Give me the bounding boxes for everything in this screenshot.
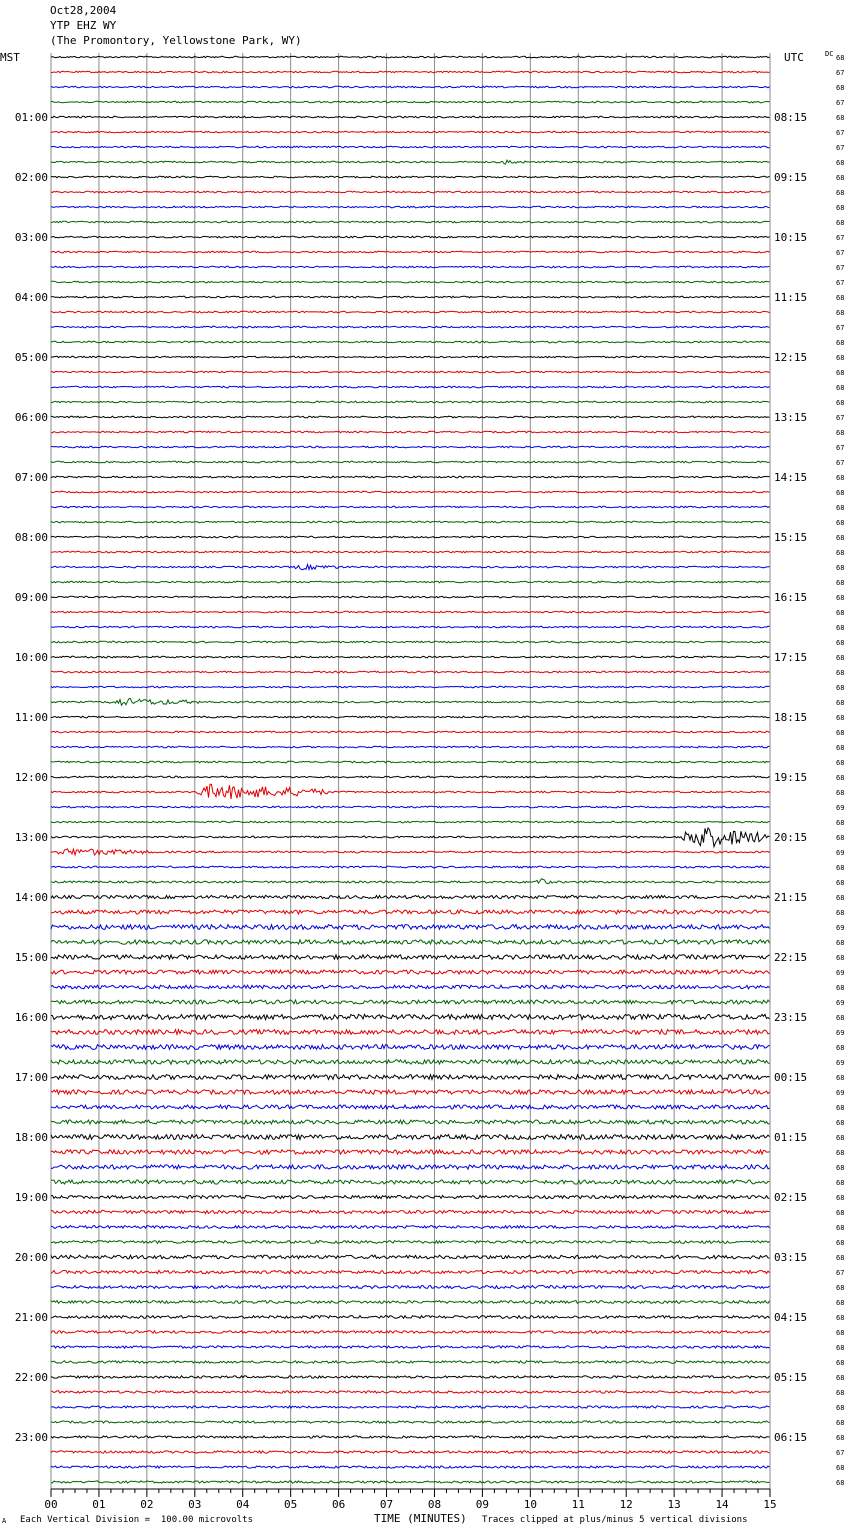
seismic-trace (51, 101, 770, 103)
seismic-trace (51, 1451, 770, 1453)
dc-offset-label: 68 (836, 339, 845, 347)
left-hour-label: 12:00 (14, 771, 48, 784)
dc-offset-label: 68 (836, 609, 845, 617)
left-hour-label: 17:00 (14, 1071, 48, 1084)
dc-offset-label: 67 (836, 144, 845, 152)
seismic-trace (51, 401, 770, 403)
dc-offset-label: 68 (836, 519, 845, 527)
dc-offset-label: 68 (836, 549, 845, 557)
dc-offset-label: 69 (836, 924, 845, 932)
seismic-trace (51, 71, 770, 73)
dc-offset-label: 68 (836, 1209, 845, 1217)
x-axis-title: TIME (MINUTES) (374, 1512, 467, 1525)
right-hour-label: 00:15 (774, 1071, 808, 1084)
dc-offset-label: 68 (836, 1479, 845, 1487)
seismic-trace (51, 1376, 770, 1378)
seismic-trace (51, 1210, 770, 1213)
dc-offset-label: 68 (836, 579, 845, 587)
left-hour-label: 15:00 (14, 951, 48, 964)
seismic-trace (51, 1000, 770, 1004)
seismic-trace (51, 581, 770, 583)
dc-offset-label: 68 (836, 54, 845, 62)
dc-offset-label: 67 (836, 129, 845, 137)
left-hour-label: 05:00 (14, 351, 48, 364)
seismic-trace (51, 1481, 770, 1483)
left-hour-label: 13:00 (14, 831, 48, 844)
left-hour-label: 03:00 (14, 231, 48, 244)
seismic-trace (51, 476, 770, 478)
seismic-trace (51, 828, 770, 847)
seismic-trace (51, 1014, 770, 1019)
dc-offset-label: 68 (836, 639, 845, 647)
left-hour-label: 10:00 (14, 651, 48, 664)
dc-offset-label: 68 (836, 114, 845, 122)
minute-gridlines (51, 53, 770, 1497)
x-tick-label: 14 (715, 1498, 729, 1511)
seismic-trace (51, 506, 770, 508)
dc-offset-label: 68 (836, 504, 845, 512)
dc-offset-label: 68 (836, 699, 845, 707)
seismic-trace (51, 731, 770, 733)
dc-offset-label: 68 (836, 894, 845, 902)
dc-offset-label: 69 (836, 969, 845, 977)
seismic-trace (51, 191, 770, 193)
left-hour-label: 21:00 (14, 1311, 48, 1324)
right-hour-label: 20:15 (774, 831, 808, 844)
seismic-trace (51, 341, 770, 343)
seismic-trace (51, 879, 770, 884)
dc-offset-label: 68 (836, 1044, 845, 1052)
dc-offset-label: 68 (836, 1374, 845, 1382)
dc-offset-label: 69 (836, 999, 845, 1007)
seismic-trace (51, 866, 770, 868)
axis-labels (0, 50, 844, 1511)
seismic-trace (51, 806, 770, 808)
seismic-trace (51, 1226, 770, 1229)
dc-offset-label: 68 (836, 204, 845, 212)
seismic-trace (51, 1255, 770, 1259)
dc-offset-label: 68 (836, 564, 845, 572)
clip-note: Traces clipped at plus/minus 5 vertical divisions (482, 1515, 748, 1525)
seismic-trace (51, 1165, 770, 1169)
dc-offset-label: 68 (836, 399, 845, 407)
seismic-trace (51, 776, 770, 778)
left-hour-label: 18:00 (14, 1131, 48, 1144)
seismic-traces (51, 56, 770, 1483)
dc-offset-label: 68 (836, 1284, 845, 1292)
dc-offset-label: 68 (836, 429, 845, 437)
seismic-trace (51, 1331, 770, 1334)
x-tick-label: 15 (763, 1498, 777, 1511)
seismic-trace (51, 761, 770, 763)
seismic-trace (51, 371, 770, 373)
dc-offset-label: 68 (836, 624, 845, 632)
right-hour-label: 18:15 (774, 711, 808, 724)
dc-offset-label: 68 (836, 534, 845, 542)
seismic-trace (51, 686, 770, 688)
dc-offset-label: 69 (836, 1029, 845, 1037)
left-hour-label: 04:00 (14, 291, 48, 304)
dc-offset-label: 68 (836, 819, 845, 827)
dc-offset-label: 69 (836, 804, 845, 812)
seismic-trace (51, 940, 770, 944)
dc-offset-label: 68 (836, 1419, 845, 1427)
seismic-trace (51, 1060, 770, 1064)
x-tick-label: 09 (475, 1498, 490, 1511)
left-hour-label: 22:00 (14, 1371, 48, 1384)
dc-offset-label: 67 (836, 414, 845, 422)
dc-offset-label: 68 (836, 1344, 845, 1352)
seismic-trace (51, 1045, 770, 1050)
x-tick-label: 00 (44, 1498, 58, 1511)
seismic-trace (51, 536, 770, 538)
dc-offset-label: 68 (836, 984, 845, 992)
dc-offset-label: 68 (836, 369, 845, 377)
seismic-trace (51, 656, 770, 658)
seismic-trace (51, 251, 770, 253)
dc-offset-label: 68 (836, 1194, 845, 1202)
dc-offset-label: 68 (836, 489, 845, 497)
seismic-trace (51, 671, 770, 673)
dc-offset-label: 68 (836, 1314, 845, 1322)
seismic-trace (51, 910, 770, 914)
seismic-trace (51, 1075, 770, 1080)
station-code: YTP EHZ WY (50, 19, 117, 32)
dc-offset-label: 68 (836, 1239, 845, 1247)
seismic-trace (51, 1270, 770, 1273)
dc-offset-label: 68 (836, 1464, 845, 1472)
seismic-trace (51, 160, 770, 164)
dc-offset-label: 67 (836, 264, 845, 272)
right-hour-label: 10:15 (774, 231, 808, 244)
dc-offset-label: 68 (836, 384, 845, 392)
dc-offset-label: 68 (836, 954, 845, 962)
right-hour-label: 02:15 (774, 1191, 808, 1204)
seismic-trace (51, 116, 770, 118)
dc-offset-label: 69 (836, 849, 845, 857)
seismic-trace (51, 596, 770, 598)
dc-offset-label: 68 (836, 729, 845, 737)
right-hour-label: 03:15 (774, 1251, 808, 1264)
right-hour-label: 08:15 (774, 111, 808, 124)
dc-offset-label: 68 (836, 1254, 845, 1262)
dc-offset-label: 68 (836, 714, 845, 722)
seismic-trace (51, 431, 770, 433)
dc-offset-label: 68 (836, 684, 845, 692)
seismic-trace (51, 1195, 770, 1198)
x-tick-label: 04 (236, 1498, 250, 1511)
dc-offset-label: 68 (836, 1434, 845, 1442)
right-hour-label: 17:15 (774, 651, 808, 664)
seismic-trace (51, 784, 770, 799)
seismic-trace (51, 626, 770, 628)
scale-note: Each Vertical Division = 100.00 microvolts (20, 1515, 253, 1525)
dc-offset-label: 68 (836, 294, 845, 302)
seismic-trace (51, 221, 770, 223)
left-hour-label: 19:00 (14, 1191, 48, 1204)
seismic-trace (51, 386, 770, 388)
dc-offset-label: 69 (836, 1059, 845, 1067)
dc-offset-label: 68 (836, 774, 845, 782)
x-tick-label: 02 (140, 1498, 154, 1511)
seismic-trace (51, 970, 770, 974)
seismic-trace (51, 985, 770, 989)
dc-offset-label: 68 (836, 474, 845, 482)
left-axis-label: MST (0, 51, 20, 64)
x-tick-label: 03 (188, 1498, 202, 1511)
x-tick-label: 08 (427, 1498, 442, 1511)
dc-offset-label: 67 (836, 69, 845, 77)
dc-offset-label: 68 (836, 1014, 845, 1022)
seismic-trace (51, 1241, 770, 1244)
seismic-trace (51, 311, 770, 313)
right-hour-label: 19:15 (774, 771, 808, 784)
left-hour-label: 06:00 (14, 411, 48, 424)
seismic-trace (51, 1406, 770, 1408)
seismic-trace (51, 925, 770, 930)
seismic-trace (51, 416, 770, 418)
seismic-trace (51, 356, 770, 358)
seismic-trace (51, 446, 770, 448)
dc-offset-label: 68 (836, 909, 845, 917)
seismic-trace (51, 236, 770, 238)
dc-offset-label: 68 (836, 1119, 845, 1127)
dc-offset-label: 68 (836, 864, 845, 872)
right-hour-label: 14:15 (774, 471, 808, 484)
dc-offset-label: 68 (836, 1164, 845, 1172)
seismic-trace (51, 461, 770, 463)
seismic-trace (51, 56, 770, 58)
seismic-trace (51, 551, 770, 553)
dc-offset-label: 68 (836, 1104, 845, 1112)
record-date: Oct28,2004 (50, 4, 117, 17)
x-tick-label: 06 (331, 1498, 346, 1511)
seismic-trace (51, 146, 770, 148)
dc-offset-label: 68 (836, 1359, 845, 1367)
dc-offset-label: 67 (836, 99, 845, 107)
left-hour-label: 07:00 (14, 471, 48, 484)
seismic-trace (51, 1150, 770, 1154)
dc-offset-label: 68 (836, 1224, 845, 1232)
seismic-trace (51, 1361, 770, 1363)
right-axis-label: UTC (784, 51, 804, 64)
seismic-trace (51, 1120, 770, 1124)
right-hour-label: 09:15 (774, 171, 808, 184)
dc-offset-label: 68 (836, 789, 845, 797)
seismic-trace (51, 131, 770, 133)
x-tick-label: 05 (284, 1498, 298, 1511)
seismic-trace (51, 1466, 770, 1468)
dc-offset-label: 68 (836, 654, 845, 662)
left-hour-label: 09:00 (14, 591, 48, 604)
left-hour-label: 16:00 (14, 1011, 48, 1024)
dc-offset-label: 68 (836, 1149, 845, 1157)
dc-offset-label: 67 (836, 444, 845, 452)
x-tick-label: 10 (523, 1498, 537, 1511)
seismic-trace (51, 1180, 770, 1184)
station-location: (The Promontory, Yellowstone Park, WY) (50, 34, 302, 47)
left-hour-label: 01:00 (14, 111, 48, 124)
right-hour-label: 21:15 (774, 891, 808, 904)
seismic-trace (51, 895, 770, 898)
seismic-trace (51, 716, 770, 718)
seismic-trace (51, 699, 770, 706)
seismic-trace (51, 521, 770, 523)
left-hour-label: 02:00 (14, 171, 48, 184)
left-hour-label: 14:00 (14, 891, 48, 904)
left-hour-label: 11:00 (14, 711, 48, 724)
x-tick-label: 11 (571, 1498, 585, 1511)
seismic-trace (51, 1030, 770, 1035)
dc-offset-label: 68 (836, 84, 845, 92)
dc-offset-label: 68 (836, 939, 845, 947)
dc-offset-label: 68 (836, 1329, 845, 1337)
dc-offset-label: 68 (836, 219, 845, 227)
seismic-trace (51, 1286, 770, 1289)
corner-mark: A (2, 1517, 7, 1525)
seismic-trace (51, 1436, 770, 1438)
dc-offset-label: 67 (836, 249, 845, 257)
seismic-trace (51, 849, 770, 855)
seismic-trace (51, 1135, 770, 1140)
dc-offset-label: 68 (836, 309, 845, 317)
dc-offset-label: 68 (836, 744, 845, 752)
left-hour-label: 20:00 (14, 1251, 48, 1264)
dc-offset-label: 68 (836, 189, 845, 197)
seismic-trace (51, 746, 770, 748)
dc-offset-label: 68 (836, 1134, 845, 1142)
seismic-trace (51, 1346, 770, 1348)
x-tick-label: 13 (667, 1498, 681, 1511)
left-hour-label: 08:00 (14, 531, 48, 544)
seismic-trace (51, 565, 770, 570)
dc-offset-label: 68 (836, 1389, 845, 1397)
dc-offset-label: 68 (836, 1074, 845, 1082)
dc-offset-label: 68 (836, 879, 845, 887)
seismic-trace (51, 491, 770, 493)
x-tick-label: 01 (92, 1498, 106, 1511)
seismic-trace (51, 821, 770, 823)
seismic-trace (51, 1421, 770, 1423)
seismic-trace (51, 296, 770, 298)
seismic-trace (51, 206, 770, 208)
right-hour-label: 16:15 (774, 591, 808, 604)
right-hour-label: 12:15 (774, 351, 808, 364)
dc-offset-label: 68 (836, 159, 845, 167)
seismic-trace (51, 1316, 770, 1319)
dc-offset-label: 68 (836, 1299, 845, 1307)
right-hour-label: 23:15 (774, 1011, 808, 1024)
right-hour-label: 05:15 (774, 1371, 808, 1384)
dc-offset-label: 68 (836, 669, 845, 677)
seismic-trace (51, 1090, 770, 1094)
dc-offset-label: 69 (836, 1089, 845, 1097)
right-hour-label: 04:15 (774, 1311, 808, 1324)
seismic-trace (51, 955, 770, 959)
seismic-trace (51, 326, 770, 328)
right-hour-label: 15:15 (774, 531, 808, 544)
right-hour-label: 22:15 (774, 951, 808, 964)
right-hour-label: 11:15 (774, 291, 808, 304)
dc-offset-label: 68 (836, 1404, 845, 1412)
seismic-trace (51, 1391, 770, 1393)
dc-offset-label: 68 (836, 354, 845, 362)
seismic-trace (51, 1105, 770, 1109)
dc-offset-label: 67 (836, 459, 845, 467)
right-hour-label: 06:15 (774, 1431, 808, 1444)
seismic-trace (51, 281, 770, 283)
dc-column-label: DC (825, 50, 834, 58)
dc-offset-label: 68 (836, 594, 845, 602)
dc-offset-label: 68 (836, 174, 845, 182)
seismic-trace (51, 611, 770, 613)
left-hour-label: 23:00 (14, 1431, 48, 1444)
dc-offset-label: 67 (836, 234, 845, 242)
seismic-trace (51, 1301, 770, 1304)
x-tick-label: 12 (619, 1498, 633, 1511)
dc-offset-label: 68 (836, 1179, 845, 1187)
dc-offset-label: 67 (836, 1449, 845, 1457)
right-hour-label: 13:15 (774, 411, 808, 424)
dc-offset-label: 68 (836, 834, 845, 842)
seismic-trace (51, 641, 770, 643)
seismic-trace (51, 266, 770, 268)
dc-offset-label: 67 (836, 279, 845, 287)
dc-offset-label: 67 (836, 1269, 845, 1277)
right-hour-label: 01:15 (774, 1131, 808, 1144)
x-tick-label: 07 (379, 1498, 394, 1511)
seismic-trace (51, 176, 770, 178)
seismic-trace (51, 86, 770, 88)
dc-offset-label: 68 (836, 759, 845, 767)
dc-offset-label: 67 (836, 324, 845, 332)
